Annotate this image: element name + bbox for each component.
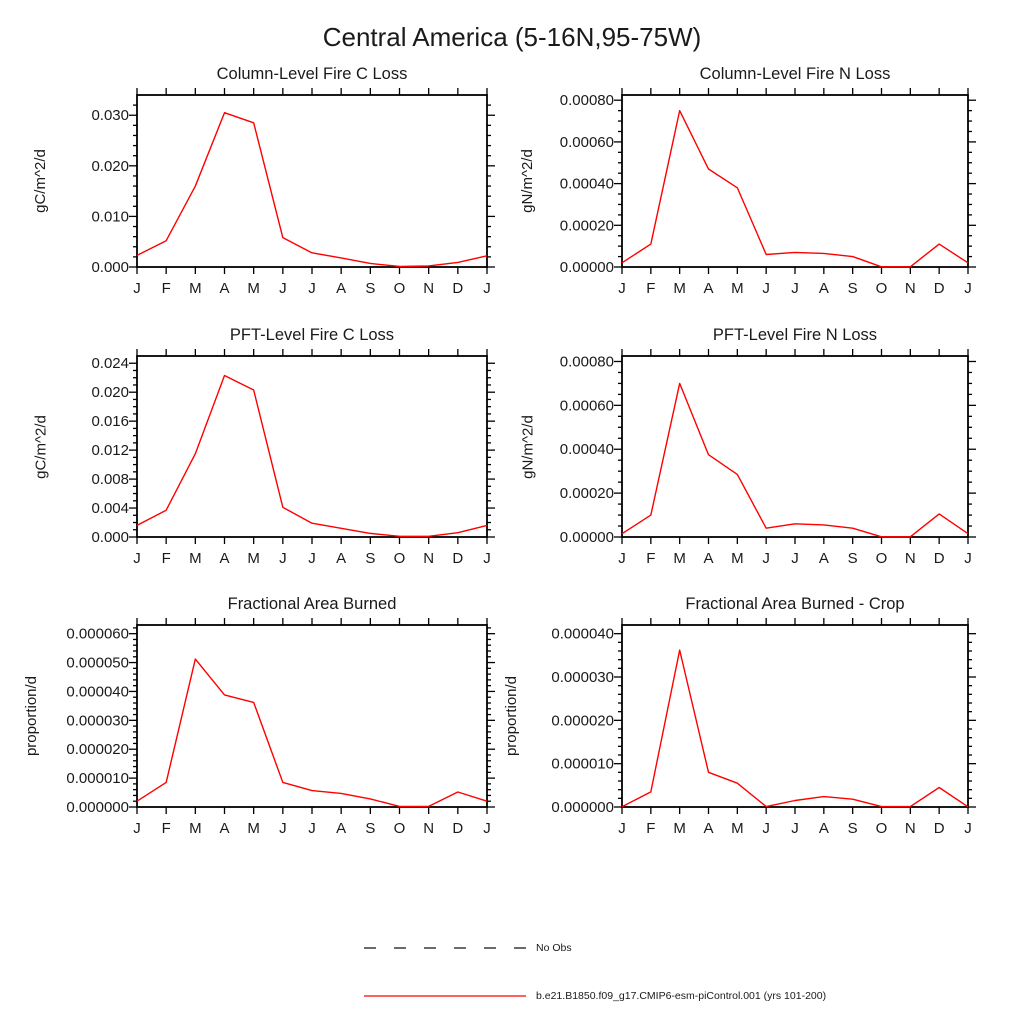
svg-text:N: N: [423, 280, 435, 297]
svg-text:S: S: [847, 550, 858, 567]
svg-text:0.000040: 0.000040: [551, 625, 614, 643]
svg-text:0.024: 0.024: [91, 355, 129, 373]
svg-text:0.00000: 0.00000: [559, 259, 614, 276]
svg-text:F: F: [161, 820, 171, 837]
svg-text:0.020: 0.020: [91, 157, 129, 175]
svg-text:J: J: [964, 820, 972, 837]
svg-text:A: A: [219, 820, 230, 837]
y-axis-label: gN/m^2/d: [519, 149, 536, 213]
no-obs-dashed-line: [362, 941, 528, 955]
svg-text:0.000030: 0.000030: [66, 712, 129, 730]
svg-text:0.000: 0.000: [91, 259, 129, 276]
svg-text:0.00080: 0.00080: [559, 92, 614, 110]
svg-text:J: J: [791, 280, 799, 297]
svg-text:J: J: [618, 820, 626, 837]
panel-title: PFT-Level Fire N Loss: [712, 326, 878, 344]
svg-text:M: M: [189, 280, 202, 297]
svg-text:0.004: 0.004: [91, 500, 129, 518]
line-chart-fractional-area-burned: [47, 613, 502, 849]
svg-text:O: O: [875, 550, 888, 567]
plot-frame: [137, 625, 487, 807]
svg-text:M: M: [731, 280, 744, 297]
svg-text:J: J: [308, 280, 316, 297]
svg-text:N: N: [423, 550, 435, 567]
data-series-line: [137, 659, 487, 806]
svg-text:0.00000: 0.00000: [559, 529, 614, 546]
page-title: Central America (5-16N,95-75W): [322, 22, 702, 52]
svg-text:J: J: [618, 550, 626, 567]
svg-text:O: O: [393, 550, 406, 567]
svg-text:D: D: [933, 550, 945, 567]
plot-frame: [137, 95, 487, 267]
svg-text:M: M: [189, 820, 202, 837]
svg-text:A: A: [219, 550, 230, 567]
plot-frame: [137, 356, 487, 537]
svg-text:D: D: [933, 820, 945, 837]
axis-tick-labels: [66, 626, 490, 837]
svg-text:0.00040: 0.00040: [559, 441, 614, 459]
svg-text:0.000010: 0.000010: [66, 770, 129, 788]
axis-ticks: [614, 618, 976, 814]
svg-text:A: A: [818, 280, 829, 297]
svg-text:O: O: [393, 280, 406, 297]
data-series-line: [137, 376, 487, 537]
svg-text:0.00060: 0.00060: [559, 397, 614, 415]
axis-tick-labels: [91, 355, 490, 567]
line-chart-column-fire-c-loss: [47, 83, 502, 309]
svg-text:0.000050: 0.000050: [66, 654, 129, 672]
svg-text:J: J: [308, 550, 316, 567]
data-series-line: [622, 650, 968, 807]
axis-ticks: [614, 88, 976, 274]
line-chart-pft-fire-c-loss: [47, 344, 502, 579]
svg-text:S: S: [847, 820, 858, 837]
svg-text:O: O: [393, 820, 406, 837]
y-axis-label: gC/m^2/d: [32, 414, 49, 479]
axis-tick-labels: [91, 107, 490, 297]
svg-text:0.000060: 0.000060: [66, 625, 129, 643]
svg-text:J: J: [618, 280, 626, 297]
svg-text:J: J: [964, 550, 972, 567]
panel-title: PFT-Level Fire C Loss: [229, 326, 395, 344]
legend-row-model: [362, 989, 826, 1003]
svg-text:M: M: [731, 550, 744, 567]
svg-text:A: A: [703, 280, 714, 297]
svg-text:M: M: [247, 820, 260, 837]
svg-text:0.00020: 0.00020: [559, 217, 614, 235]
svg-text:M: M: [673, 550, 686, 567]
svg-text:S: S: [365, 550, 376, 567]
svg-text:A: A: [219, 280, 230, 297]
plot-frame: [622, 95, 968, 267]
svg-text:0.020: 0.020: [91, 384, 129, 402]
model-run-label: b.e21.B1850.f09_g17.CMIP6-esm-piControl.001 (yrs 101-200): [536, 990, 827, 1002]
svg-text:0.000020: 0.000020: [551, 712, 614, 730]
y-axis-label: gN/m^2/d: [519, 414, 536, 479]
svg-text:D: D: [933, 280, 945, 297]
axis-tick-labels: [551, 626, 971, 837]
line-chart-fractional-area-burned-crop: [532, 613, 983, 849]
svg-text:0.000: 0.000: [91, 529, 129, 546]
panel-title: Column-Level Fire N Loss: [699, 65, 891, 83]
svg-text:A: A: [818, 820, 829, 837]
svg-text:J: J: [483, 550, 491, 567]
data-series-line: [622, 111, 968, 267]
svg-text:A: A: [703, 550, 714, 567]
svg-text:M: M: [247, 280, 260, 297]
svg-text:S: S: [365, 280, 376, 297]
line-chart-pft-fire-n-loss: [532, 344, 983, 579]
svg-text:A: A: [818, 550, 829, 567]
svg-text:0.016: 0.016: [91, 413, 129, 431]
svg-text:O: O: [875, 820, 888, 837]
svg-text:0.00020: 0.00020: [559, 485, 614, 503]
svg-text:J: J: [964, 280, 972, 297]
svg-text:0.000040: 0.000040: [66, 683, 129, 701]
svg-text:S: S: [847, 280, 858, 297]
svg-text:J: J: [133, 550, 141, 567]
svg-text:A: A: [336, 820, 347, 837]
svg-text:N: N: [423, 820, 435, 837]
svg-text:M: M: [247, 550, 260, 567]
svg-text:0.008: 0.008: [91, 471, 129, 489]
svg-text:0.000030: 0.000030: [551, 669, 614, 686]
legend-row-no-obs: [362, 941, 572, 955]
svg-text:0.000000: 0.000000: [66, 799, 129, 816]
panel-title: Fractional Area Burned: [227, 595, 397, 613]
y-axis-label: proportion/d: [503, 675, 520, 757]
svg-text:0.00080: 0.00080: [559, 353, 614, 371]
svg-text:D: D: [452, 280, 464, 297]
svg-text:A: A: [336, 550, 347, 567]
svg-text:J: J: [762, 280, 770, 297]
y-axis-label: gC/m^2/d: [32, 149, 49, 213]
svg-text:0.000000: 0.000000: [551, 799, 614, 816]
svg-text:N: N: [904, 280, 916, 297]
svg-text:0.00060: 0.00060: [559, 133, 614, 151]
data-series-line: [137, 113, 487, 267]
svg-text:F: F: [646, 550, 656, 567]
svg-text:J: J: [762, 820, 770, 837]
line-chart-column-fire-n-loss: [532, 83, 983, 309]
svg-text:F: F: [646, 820, 656, 837]
svg-text:A: A: [703, 820, 714, 837]
svg-text:A: A: [336, 280, 347, 297]
svg-text:J: J: [279, 280, 287, 297]
svg-text:D: D: [452, 550, 464, 567]
svg-text:N: N: [904, 550, 916, 567]
panel-title: Column-Level Fire C Loss: [216, 65, 408, 83]
svg-text:J: J: [279, 550, 287, 567]
svg-text:F: F: [646, 280, 656, 297]
svg-text:N: N: [904, 820, 916, 837]
svg-text:J: J: [279, 820, 287, 837]
svg-text:J: J: [133, 280, 141, 297]
svg-text:J: J: [133, 820, 141, 837]
svg-text:F: F: [161, 280, 171, 297]
axis-ticks: [129, 618, 495, 814]
axis-ticks: [614, 349, 976, 544]
model-run-line: [362, 989, 528, 1003]
svg-text:0.030: 0.030: [91, 107, 129, 125]
svg-text:J: J: [791, 820, 799, 837]
svg-text:O: O: [875, 280, 888, 297]
svg-text:S: S: [365, 820, 376, 837]
plot-frame: [622, 625, 968, 807]
no-obs-label: No Obs: [536, 942, 572, 954]
data-series-line: [622, 383, 968, 536]
svg-text:J: J: [762, 550, 770, 567]
svg-text:M: M: [673, 280, 686, 297]
y-axis-label: proportion/d: [23, 675, 40, 757]
svg-text:J: J: [483, 280, 491, 297]
axis-ticks: [129, 349, 495, 544]
svg-text:J: J: [308, 820, 316, 837]
svg-text:M: M: [189, 550, 202, 567]
svg-text:D: D: [452, 820, 464, 837]
plot-frame: [622, 356, 968, 537]
svg-text:0.010: 0.010: [91, 208, 129, 226]
svg-text:M: M: [731, 820, 744, 837]
svg-text:0.012: 0.012: [91, 442, 129, 460]
svg-text:0.00040: 0.00040: [559, 175, 614, 193]
svg-text:J: J: [483, 820, 491, 837]
svg-text:0.000010: 0.000010: [551, 755, 614, 773]
panel-title: Fractional Area Burned - Crop: [685, 595, 905, 613]
svg-text:0.000020: 0.000020: [66, 741, 129, 759]
svg-text:F: F: [161, 550, 171, 567]
svg-text:J: J: [791, 550, 799, 567]
svg-text:M: M: [673, 820, 686, 837]
axis-ticks: [129, 88, 495, 274]
